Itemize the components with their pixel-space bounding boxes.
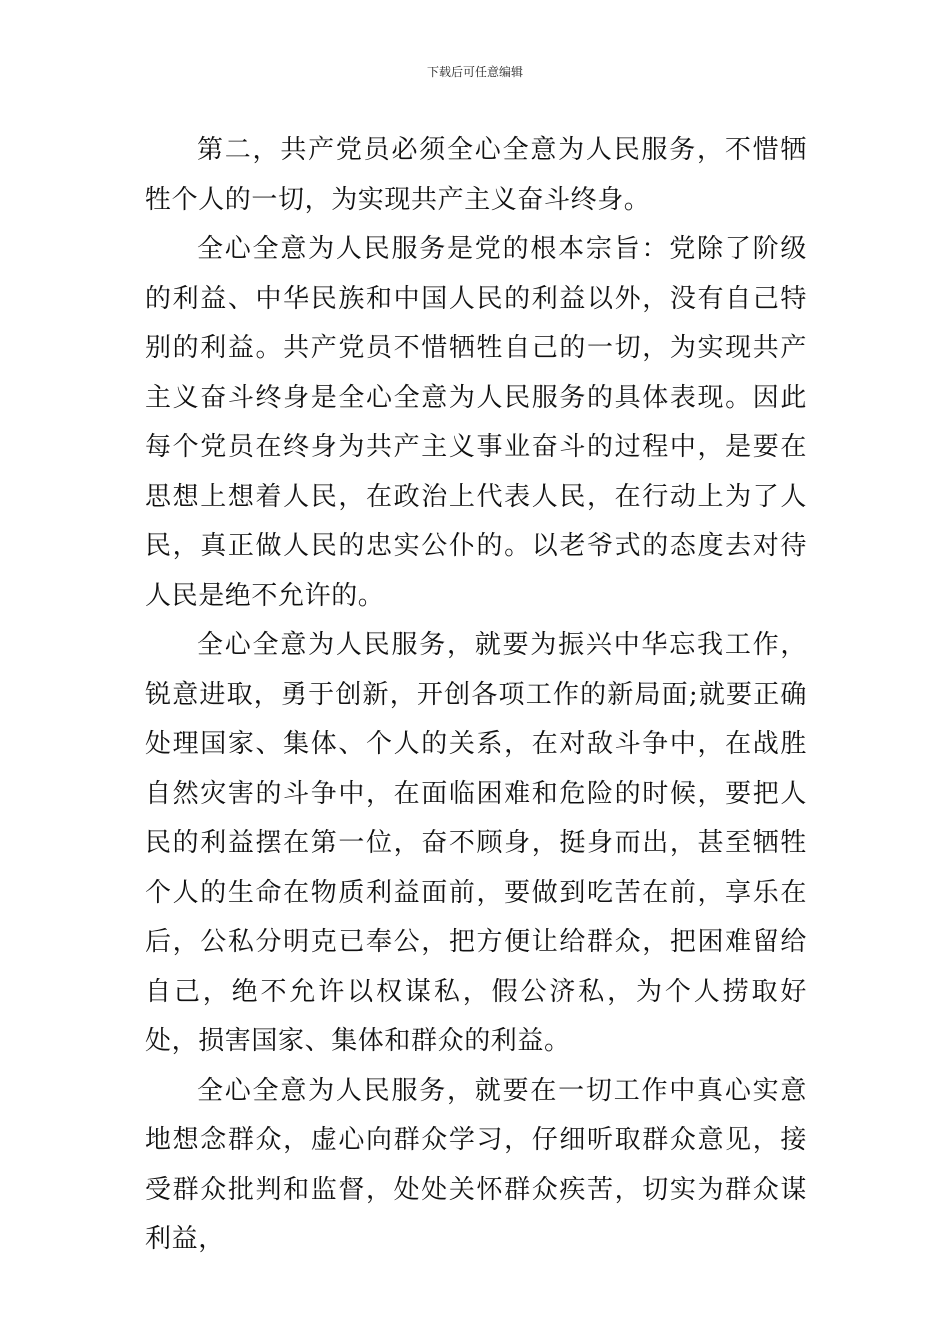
paragraph: 全心全意为人民服务，就要在一切工作中真心实意地想念群众，虚心向群众学习，仔细听取群众意见，接受群众批判和监督，处处关怀群众疾苦，切实为群众谋利益，: [145, 1075, 807, 1254]
page-header: 下载后可任意编辑: [426, 65, 523, 79]
document-body: [145, 126, 807, 1265]
paragraph: 第二，共产党员必须全心全意为人民服务，不惜牺牲个人的一切，为实现共产主义奋斗终身。: [145, 135, 807, 215]
paragraph: 全心全意为人民服务，就要为振兴中华忘我工作，锐意进取，勇于创新，开创各项工作的新局面;就要正确处理国家、集体、个人的关系，在对敌斗争中，在战胜自然灾害的斗争中，在面临困难和危险的时候，要把人民的利益摆在第一位，奋不顾身，挺身而出，甚至牺牲个人的生命在物质利益面前，要做到吃苦在前，享乐在后，公私分明克已奉公，把方便让给群众，把困难留给自己，绝不允许以权谋私，假公济私，为个人捞取好处，损害国家、集体和群众的利益。: [145, 630, 807, 1056]
paragraph: 全心全意为人民服务是党的根本宗旨：党除了阶级的利益、中华民族和中国人民的利益以外，没有自己特别的利益。共产党员不惜牺牲自己的一切，为实现共产主义奋斗终身是全心全意为人民服务的具体表现。因此每个党员在终身为共产主义事业奋斗的过程中，是要在思想上想着人民，在政治上代表人民，在行动上为了人民，真正做人民的忠实公仆的。以老爷式的态度去对待人民是绝不允许的。: [145, 234, 807, 611]
